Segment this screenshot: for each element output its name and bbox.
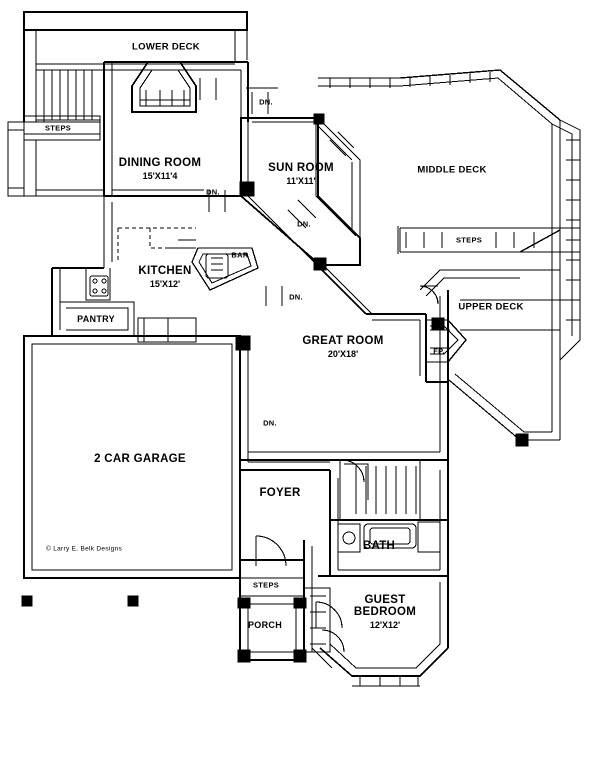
room-label-kitchen: KITCHEN 15'X12' — [138, 265, 192, 289]
annotation-steps-west: STEPS — [44, 123, 72, 133]
room-label-bar: BAR — [231, 250, 249, 260]
annotation-dn-great-room-west: DN. — [289, 292, 303, 302]
deck-label-middle-deck: MIDDLE DECK — [417, 164, 487, 176]
deck-label-lower-deck: LOWER DECK — [132, 41, 200, 53]
room-label-fireplace: FP. — [433, 346, 445, 356]
guest-bedroom-walls — [312, 576, 448, 686]
room-label-pantry: PANTRY — [77, 314, 115, 324]
annotation-dn-sun-room-north: DN. — [259, 97, 273, 107]
room-label-garage: 2 CAR GARAGE — [94, 453, 186, 465]
annotation-steps-front: STEPS — [252, 580, 280, 590]
room-label-bath: BATH — [362, 540, 396, 552]
garage-walls — [22, 336, 240, 606]
upper-deck-outline — [420, 270, 580, 446]
room-label-sun-room: SUN ROOM 11'X11' — [268, 162, 334, 186]
great-room-walls — [240, 268, 466, 470]
annotation-dn-foyer-north: DN. — [263, 418, 277, 428]
room-label-porch: PORCH — [247, 620, 283, 630]
sun-room-walls — [236, 114, 360, 350]
room-label-foyer: FOYER — [259, 487, 301, 499]
annotation-dn-sun-room-south: DN. — [297, 219, 311, 229]
copyright-notice: © Larry E. Belk Designs — [46, 545, 122, 553]
deck-label-upper-deck: UPPER DECK — [458, 301, 524, 313]
annotation-dn-dining-east: DN. — [206, 187, 220, 197]
annotation-steps-east: STEPS — [455, 235, 483, 245]
middle-deck-outline — [318, 70, 580, 360]
room-label-dining-room: DINING ROOM 15'X11'4 — [118, 157, 202, 181]
room-label-great-room: GREAT ROOM 20'X18' — [302, 335, 384, 359]
room-label-guest-bedroom: GUEST BEDROOM 12'X12' — [353, 594, 417, 630]
